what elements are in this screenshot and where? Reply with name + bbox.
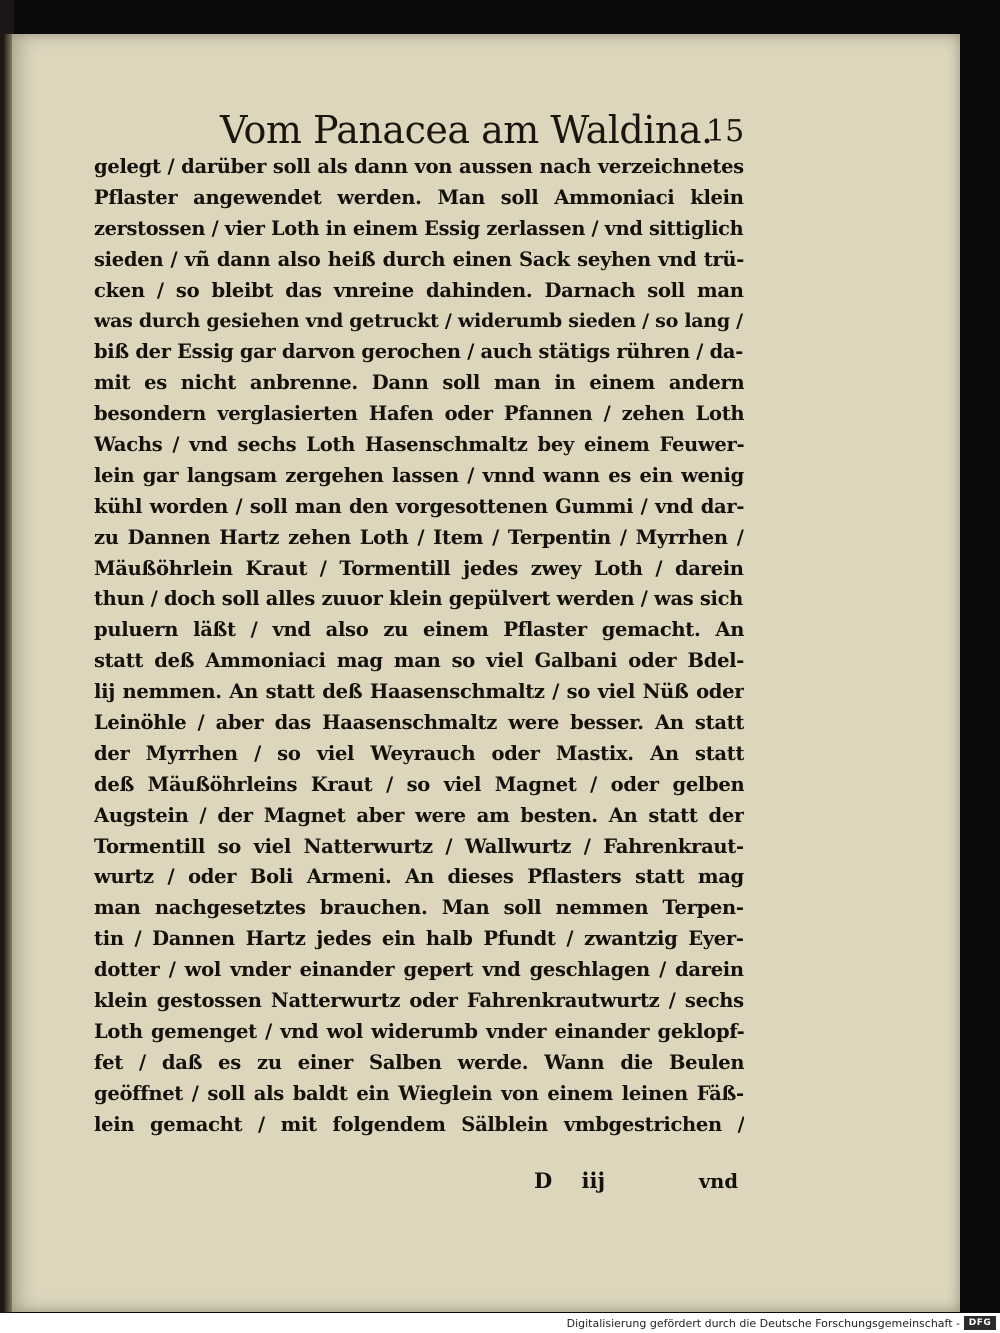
text-line: Leinöhle / aber das Haasenschmaltz were besser. An statt [94, 711, 744, 735]
text-line: Mäußöhrlein Kraut / Tormentill jedes zwey Loth / darein [94, 556, 744, 580]
text-line: was durch gesiehen vnd getruckt / widerumb sieden / so lang / [94, 310, 743, 333]
text-line: der Myrrhen / so viel Weyrauch oder Mastix. An statt [94, 741, 744, 765]
text-line: tin / Dannen Hartz jedes ein halb Pfundt / zwantzig Eyer- [94, 927, 744, 951]
text-line: dotter / wol vnder einander gepert vnd geschlagen / darein [94, 958, 744, 982]
catchword: vnd [698, 1170, 738, 1193]
page-header [220, 108, 745, 158]
text-line: Tormentill so viel Natterwurtz / Wallwurtz / Fahrenkraut- [94, 834, 744, 858]
text-line: deß Mäußöhrleins Kraut / so viel Magnet / oder gelben [94, 772, 744, 796]
text-line: lij nemmen. An statt deß Haasenschmaltz / so viel Nüß oder [94, 680, 744, 704]
text-line: biß der Essig gar darvon gerochen / auch stätigs rühren / da- [94, 340, 743, 364]
body-text-block [94, 152, 744, 1141]
text-line: fet / daß es zu einer Salben werde. Wann die Beulen [94, 1050, 744, 1074]
running-title: Vom Panacea am Waldina. [220, 108, 713, 152]
text-line: geöffnet / soll als baldt ein Wieglein von einem leinen Fäß- [94, 1081, 744, 1105]
text-line: wurtz / oder Boli Armeni. An dieses Pflasters statt mag [94, 865, 744, 889]
text-line: puluern läßt / vnd also zu einem Pflaster gemacht. An [94, 618, 744, 642]
text-line: Wachs / vnd sechs Loth Hasenschmaltz bey einem Feuwer- [94, 433, 744, 457]
text-line: besondern verglasierten Hafen oder Pfannen / zehen Loth [94, 402, 744, 426]
text-line: zerstossen / vier Loth in einem Essig zerlassen / vnd sittiglich [94, 216, 744, 240]
text-line: thun / doch soll alles zuuor klein gepülvert werden / was sich [94, 587, 744, 611]
signature-mark: D iij [534, 1168, 606, 1193]
text-line: kühl worden / soll man den vorgesottenen Gummi / vnd dar- [94, 494, 744, 518]
page-number: 15 [706, 114, 745, 149]
text-line: Loth gemenget / vnd wol widerumb vnder einander geklopf- [94, 1019, 744, 1043]
text-line: sieden / vñ dann also heiß durch einen Sack seyhen vnd trü- [94, 247, 744, 271]
page-footer [94, 1168, 744, 1202]
text-line: zu Dannen Hartz zehen Loth / Item / Terpentin / Myrrhen / [94, 525, 744, 549]
credit-bar [0, 1313, 1000, 1333]
text-line: cken / so bleibt das vnreine dahinden. Darnach soll man [94, 278, 744, 302]
text-line: Augstein / der Magnet aber were am besten. An statt der [94, 803, 744, 827]
right-scan-margin [962, 0, 1000, 1313]
text-line: gelegt / darüber soll als dann von aussen nach verzeichnetes [94, 155, 744, 178]
funding-credit: Digitalisierung gefördert durch die Deutsche Forschungsgemeinschaft - [566, 1317, 960, 1330]
text-line: lein gar langsam zergehen lassen / vnnd wann es ein wenig [94, 463, 744, 487]
text-line: statt deß Ammoniaci mag man so viel Galbani oder Bdel- [94, 649, 744, 673]
text-line: klein gestossen Natterwurtz oder Fahrenkrautwurtz / sechs [94, 989, 744, 1013]
text-line: man nachgesetztes brauchen. Man soll nemmen Terpen- [94, 896, 744, 920]
dfg-logo: DFG [964, 1316, 996, 1330]
text-line: lein gemacht / mit folgendem Sälblein vmbgestrichen / [94, 1112, 744, 1136]
text-line: Pflaster angewendet werden. Man soll Ammoniaci klein [94, 185, 744, 209]
text-line: mit es nicht anbrenne. Dann soll man in einem andern [94, 371, 744, 395]
